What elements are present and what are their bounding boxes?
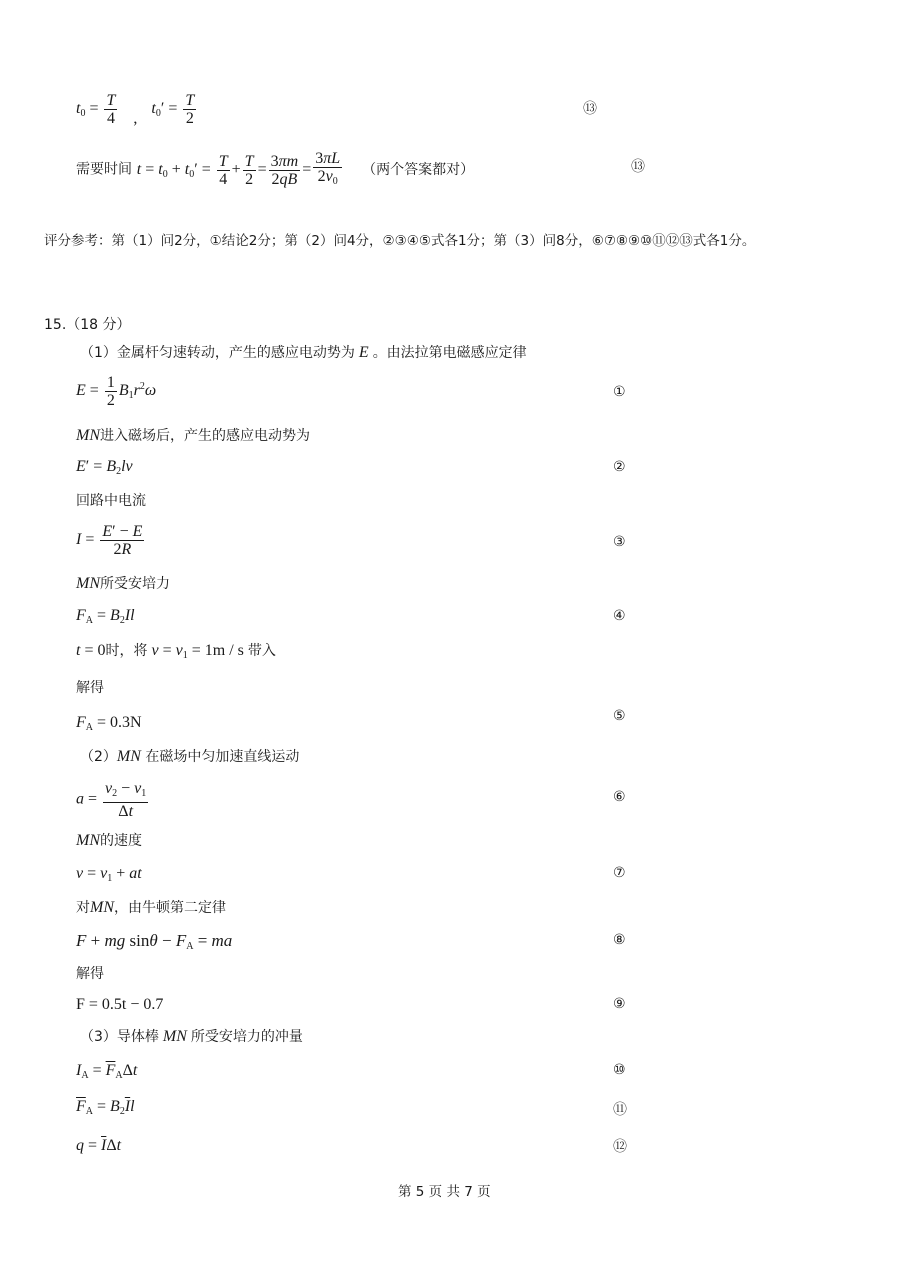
eq-2: $E' = B_2lv$ [76,458,133,477]
eq-marker-1: ① [613,384,626,400]
eq-marker-2: ② [613,459,626,475]
eq-time: 需要时间 $t = t_0 + t_0'$ = $\frac{T}{4}$ + $\frac{T}{2}$ = $\frac{3\pi m}{2qB}$ = $\frac{3\pi L}{2v_0}$ （两个答案都对） [76,150,475,188]
eq-marker-8: ⑧ [613,932,626,948]
eq-marker-5: ⑤ [613,708,626,724]
mn-enter-text: MN进入磁场后，产生的感应电动势为 [76,427,310,444]
solve-text-1: 解得 [76,680,104,696]
eq-7: $v = v_1$ + at [76,865,142,884]
eq-time-prefix: 需要时间 [76,161,132,178]
eq-5: $F_A = 0.3N$ [76,714,142,733]
q15-part2-intro: （2）MN 在磁场中匀加速直线运动 [80,748,300,765]
eq-marker-3: ③ [613,534,626,550]
loop-current-text: 回路中电流 [76,493,146,509]
eq-marker-12: ⑫ [613,1139,627,1155]
q15-heading: 15.（18 分） [44,317,131,333]
mn-force-text: MN所受安培力 [76,575,170,592]
eq-6: a = $\frac{v_2 - v_1}{\Delta t}$ [76,780,147,820]
eq-marker-11: ⑪ [613,1102,627,1118]
mn-velocity-text: MN的速度 [76,832,142,849]
eq-8: F + mg $\sin\theta - F_A$ = ma [76,931,233,952]
eq-time-note: （两个答案都对） [362,161,475,178]
eq-10: $I_A = \overline{F}_A\Delta t$ [76,1062,138,1081]
eq-11: $\overline{F}_A = B_2\overline{I}l$ [76,1098,135,1117]
eq-marker-6: ⑥ [613,789,626,805]
eq-marker-10: ⑩ [613,1062,626,1078]
eq-4: $F_A = B_2Il$ [76,607,135,626]
solve-text-2: 解得 [76,966,104,982]
t0-substitution: t = 0时，将 $v = v_1 = 1m / s$ 带入 [76,642,276,661]
q15-part3-intro: （3）导体棒 MN 所受安培力的冲量 [80,1028,303,1045]
eq-3: I = $\frac{E' - E}{2R}$ [76,523,143,558]
eq-marker-7: ⑦ [613,865,626,881]
eq-9: F = 0.5t − 0.7 [76,996,164,1013]
q15-part1-intro: （1）金属杆匀速转动，产生的感应电动势为 E 。由法拉第电磁感应定律 [80,344,527,361]
eq-marker-14: ⑬ [631,159,645,175]
eq-marker-13: ⑬ [583,101,597,117]
eq-1: E = $\frac{1}{2}$ $B_1r^2\omega$ [76,374,157,409]
page-footer: 第 5 页 共 7 页 [398,1184,491,1200]
newton-text: 对MN，由牛顿第二定律 [76,899,226,916]
eq-marker-4: ④ [613,608,626,624]
eq-t0: $t_0$ = $\frac{T}{4}$ , $t_0'$ = $\frac{T}{2}$ [76,92,195,128]
scoring-note: 评分参考：第（1）问2分，①结论2分；第（2）问4分，②③④⑤式各1分；第（3）问8分，⑥⑦⑧⑨⑩⑪⑫⑬式各1分。 [44,233,756,249]
eq-12: $q = \overline{I}\Delta t$ [76,1137,122,1154]
eq-marker-9: ⑨ [613,996,626,1012]
